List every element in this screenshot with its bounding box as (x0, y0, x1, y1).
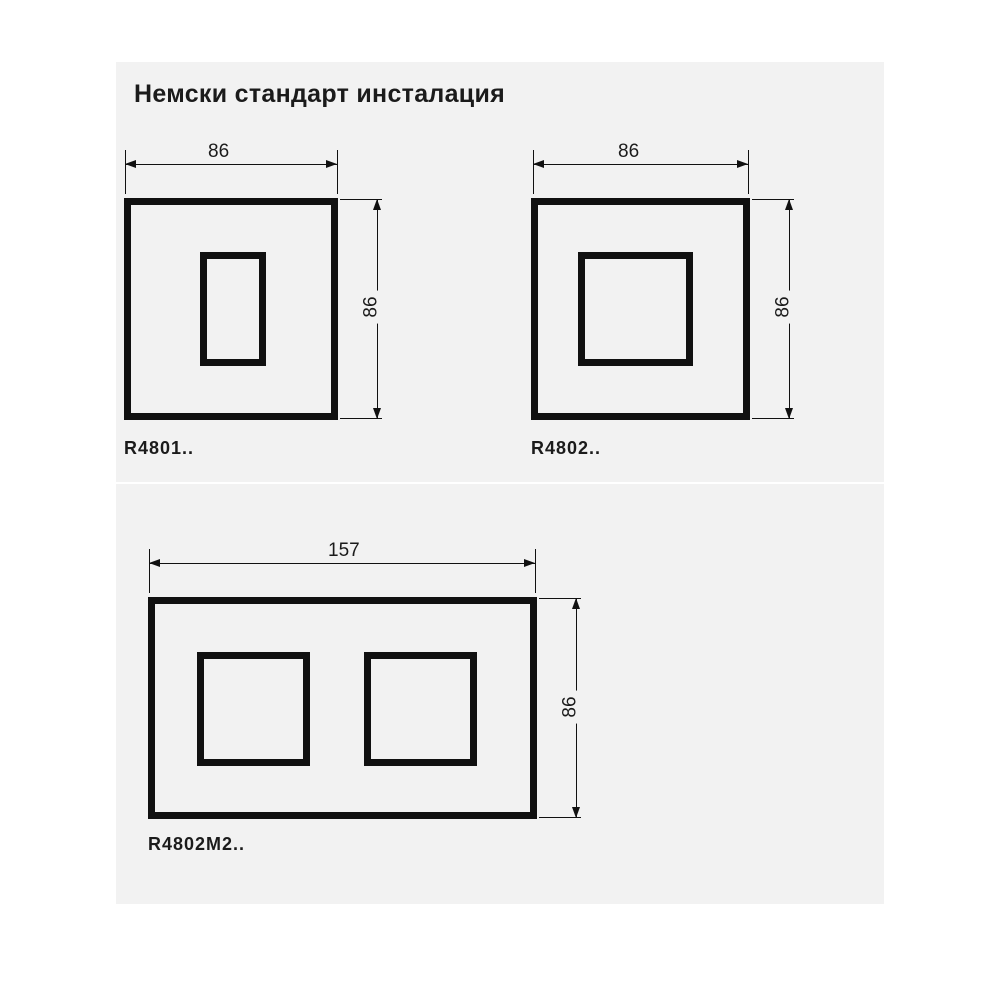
product-code-r4802m2: R4802M2.. (148, 834, 246, 854)
frame-opening-r4802 (578, 252, 693, 366)
dimension-line-r4802m2-width (149, 563, 535, 564)
arrow-down-icon (785, 408, 793, 419)
frame-opening-left-r4802m2 (197, 652, 310, 766)
product-code-r4802: R4802.. (531, 438, 602, 458)
extension-line-r4801-right (337, 150, 338, 194)
frame-opening-right-r4802m2 (364, 652, 477, 766)
arrow-up-icon (572, 598, 580, 609)
arrow-right-icon (524, 559, 535, 567)
dimension-line-r4801-width (125, 164, 337, 165)
dimension-label-r4802-width: 86 (612, 141, 645, 163)
dimension-label-r4802-height: 86 (773, 290, 795, 323)
arrow-right-icon (326, 160, 337, 168)
page-title: Немски стандарт инсталация (134, 80, 506, 108)
arrow-left-icon (533, 160, 544, 168)
arrow-right-icon (737, 160, 748, 168)
extension-line-r4801-left (125, 150, 126, 194)
arrow-up-icon (373, 199, 381, 210)
arrow-up-icon (785, 199, 793, 210)
product-code-r4801: R4801.. (124, 438, 195, 458)
arrow-left-icon (125, 160, 136, 168)
dimension-label-r4802m2-height: 86 (560, 690, 582, 723)
extension-line-r4802-left (533, 150, 534, 194)
dimension-line-r4802-width (533, 164, 748, 165)
dimension-label-r4802m2-width: 157 (322, 540, 366, 562)
extension-line-r4802-right (748, 150, 749, 194)
frame-opening-r4801 (200, 252, 266, 366)
dimension-label-r4801-height: 86 (361, 290, 383, 323)
extension-line-r4802m2-left (149, 549, 150, 593)
arrow-down-icon (572, 807, 580, 818)
arrow-down-icon (373, 408, 381, 419)
dimension-label-r4801-width: 86 (202, 141, 235, 163)
arrow-left-icon (149, 559, 160, 567)
extension-line-r4802m2-right (535, 549, 536, 593)
